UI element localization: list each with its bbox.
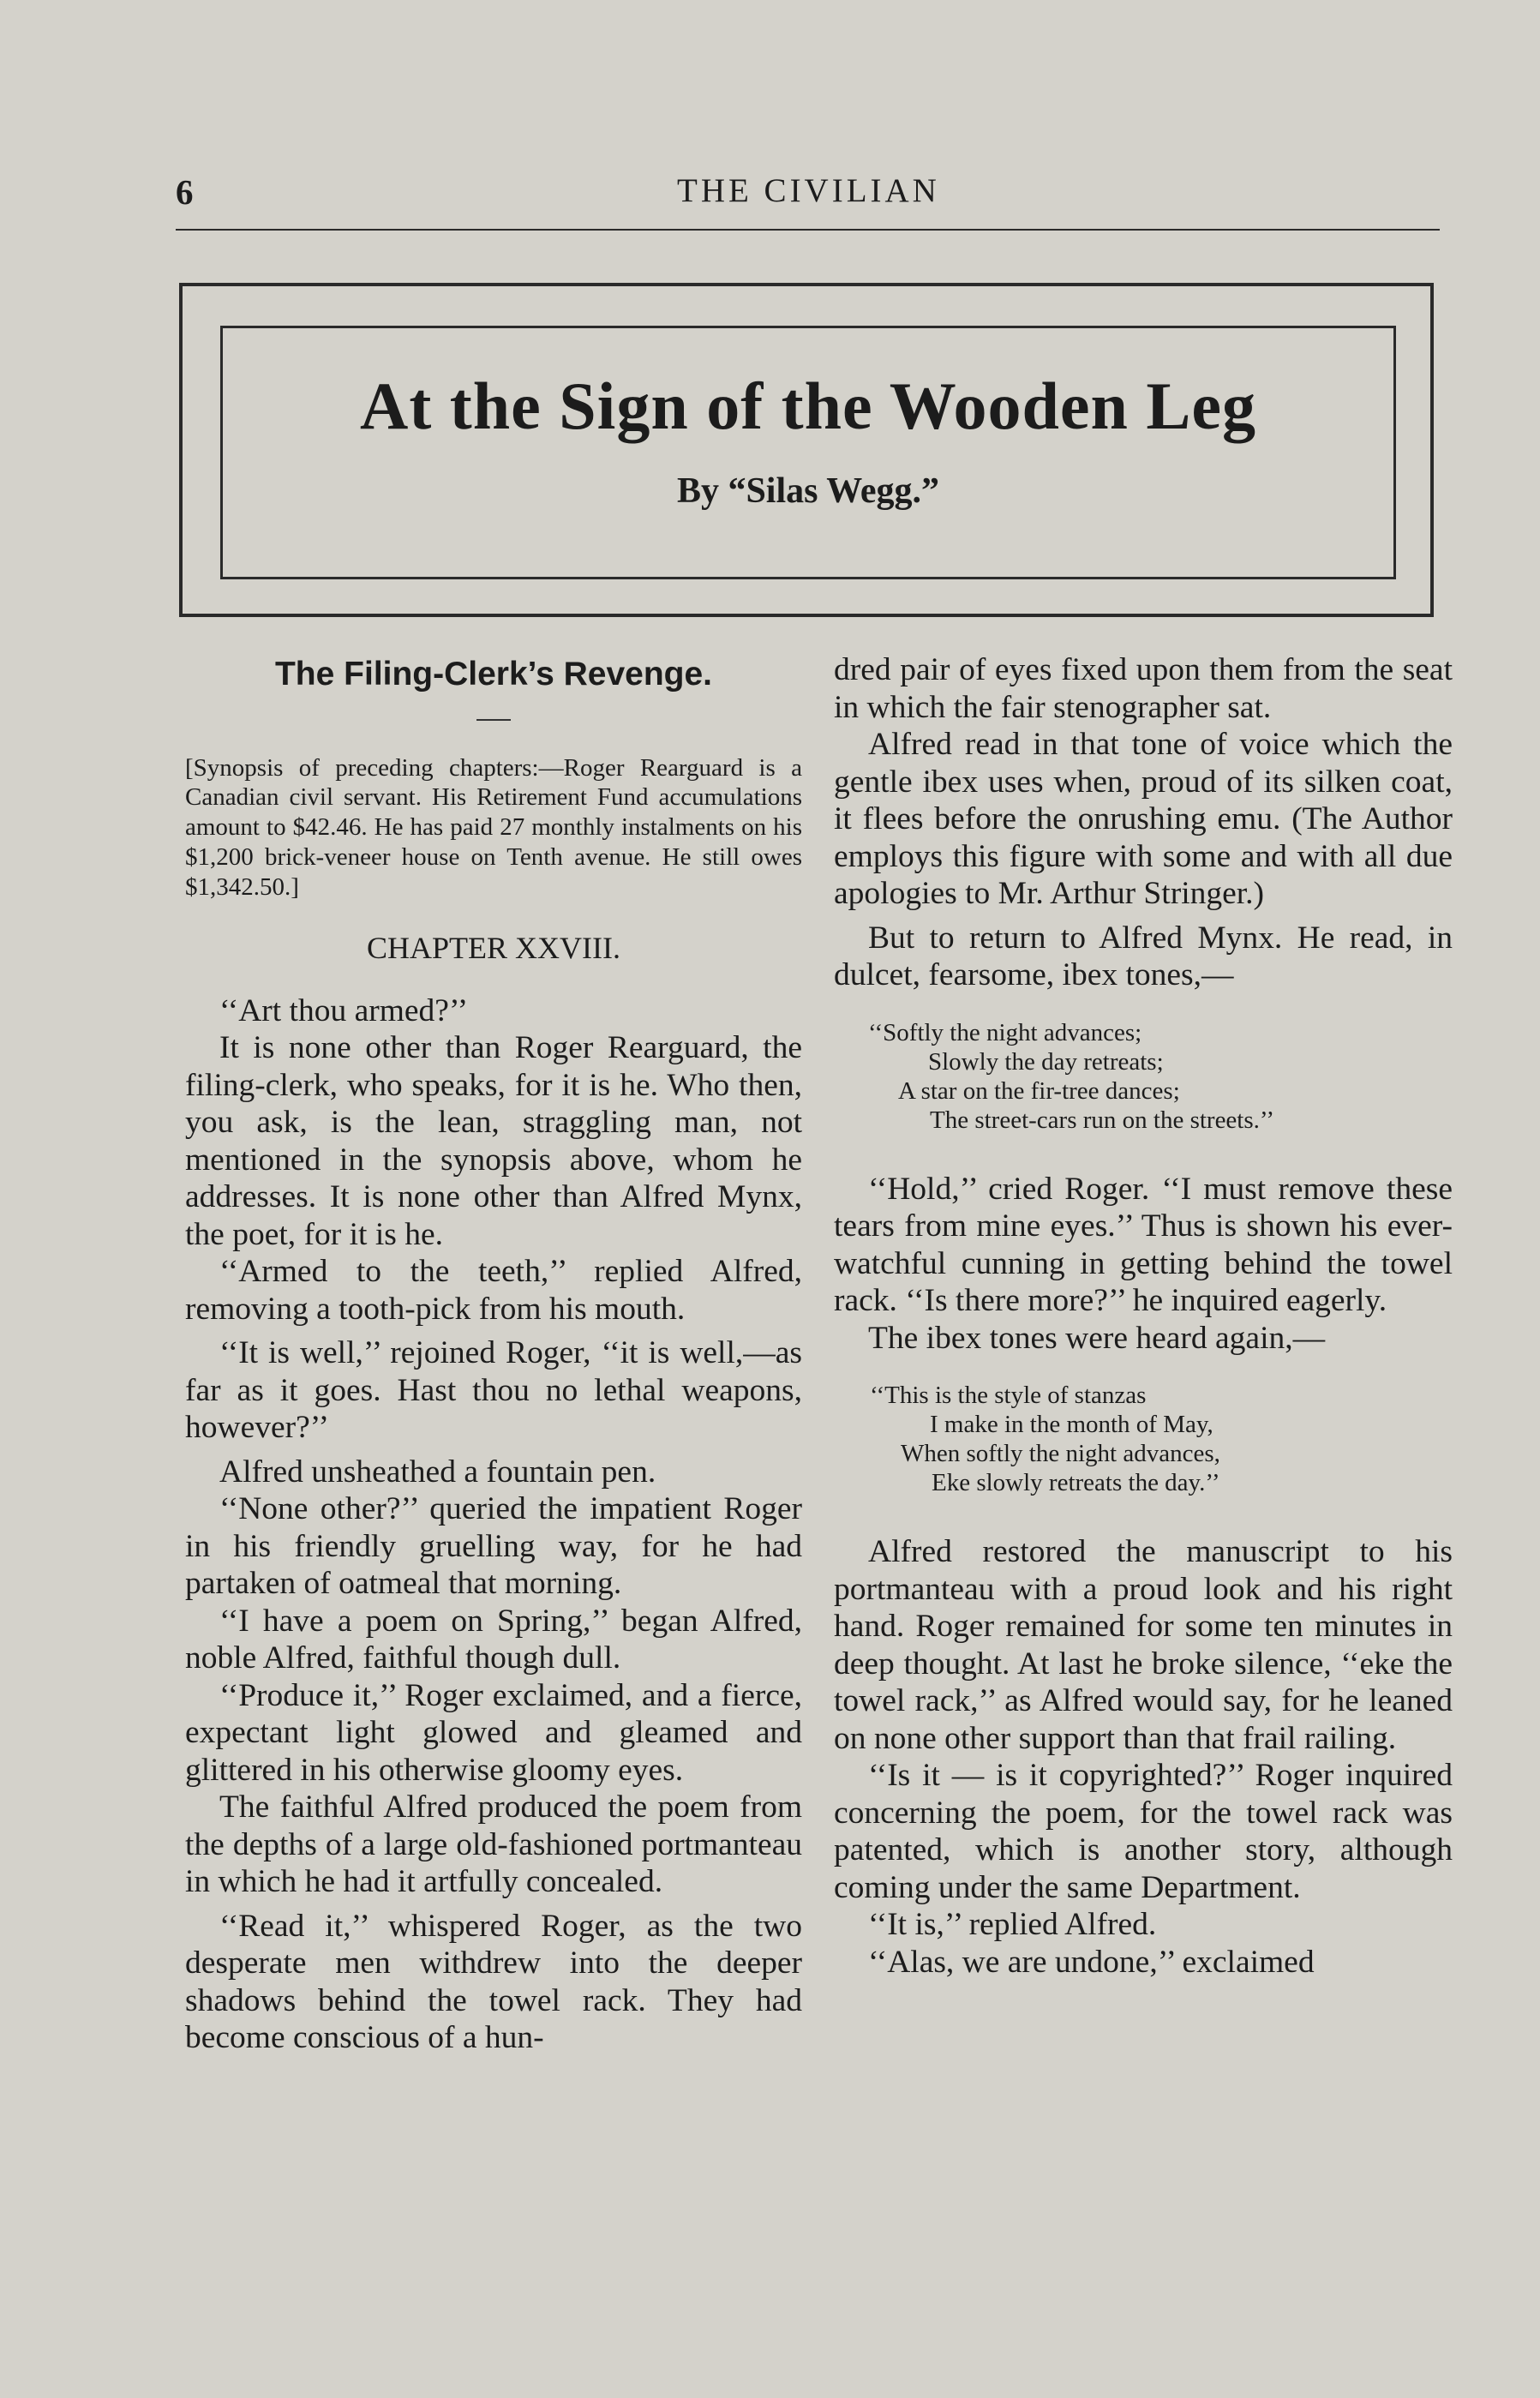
verse-one xyxy=(834,1018,1453,1135)
paragraph: ‘‘Art thou armed?’’ xyxy=(219,992,469,1028)
paragraph: Alfred unsheathed a fountain pen. xyxy=(219,1454,656,1490)
verse-line: A star on the fir-tree dances; xyxy=(898,1076,1180,1105)
paragraph: ‘‘It is well,’’ rejoined Roger, ‘‘it is well,—as far as it goes. Hast thou no lethal weapons, however?’’ xyxy=(185,1335,802,1446)
right-column xyxy=(834,651,1453,1981)
story-title: The Filing-Clerk’s Revenge. xyxy=(274,656,712,692)
paragraph: ‘‘I have a poem on Spring,’’ began Alfred, noble Alfred, faithful though dull. xyxy=(185,1603,802,1676)
paragraph: ‘‘None other?’’ queried the impatient Roger in his friendly gruelling way, for he had partaken of oatmeal that morning. xyxy=(185,1491,802,1602)
paragraph: ‘‘Is it — is it copyrighted?’’ Roger inquired concerning the poem, for the towel rack was patented, which is another story, although coming under the same Department. xyxy=(834,1758,1453,1905)
verse-line: When softly the night advances, xyxy=(901,1440,1220,1467)
title-dash xyxy=(476,719,511,721)
verse-two xyxy=(834,1381,1453,1497)
verse-line: Eke slowly retreats the day.’’ xyxy=(932,1469,1220,1496)
paragraph: dred pair of eyes fixed upon them from the seat in which the fair stenographer sat. xyxy=(834,652,1453,725)
paragraph: The faithful Alfred produced the poem from the depths of a large old-fashioned portmanteau in which he had it artfully concealed. xyxy=(185,1790,802,1900)
paragraph: ‘‘Hold,’’ cried Roger. ‘‘I must remove these tears from mine eyes.’’ Thus is shown his ever-watchful cunning in getting behind the towel rack. ‘‘Is there more?’’ he inquired eagerly. xyxy=(834,1171,1453,1318)
chapter-heading: CHAPTER XXVIII. xyxy=(367,930,620,965)
paragraph: ‘‘It is,’’ replied Alfred. xyxy=(868,1907,1157,1942)
left-column xyxy=(185,651,802,2057)
paragraph: Alfred restored the manuscript to his portmanteau with a proud look and his right hand. Roger remained for some ten minutes in deep thought. At last he broke silence, ‘‘eke the towel rack,’’ as Alfred would say, for he leaned on none other support than that frail railing. xyxy=(834,1534,1453,1756)
verse-line: I make in the month of May, xyxy=(930,1411,1213,1438)
header-rule xyxy=(176,229,1440,231)
paragraph: Alfred read in that tone of voice which the gentle ibex uses when, proud of its silken coat, it flees before the onrushing emu. (The Author employs this figure with some and with all due apologies to Mr. Arthur Stringer.) xyxy=(834,727,1453,911)
paragraph: But to return to Alfred Mynx. He read, in dulcet, fearsome, ibex tones,— xyxy=(834,920,1453,992)
paragraph: ‘‘Read it,’’ whispered Roger, as the two desperate men withdrew into the deeper shadows behind the towel rack. They had become conscious of a hun- xyxy=(185,1908,802,2056)
feature-title: At the Sign of the Wooden Leg xyxy=(360,369,1256,443)
paragraph: ‘‘Alas, we are undone,’’ exclaimed xyxy=(868,1944,1315,1980)
synopsis: [Synopsis of preceding chapters:—Roger Rearguard is a Canadian civil servant. His Retirement Fund accumulations amount to $42.46. He has paid 27 monthly instalments on his $1,200 brick-veneer house on Tenth avenue. He still owes $1,342.50.] xyxy=(185,753,802,901)
paragraph: ‘‘Produce it,’’ Roger exclaimed, and a fierce, expectant light glowed and gleamed and glittered in his otherwise gloomy eyes. xyxy=(185,1677,802,1788)
verse-line: ‘‘This is the style of stanzas xyxy=(870,1382,1147,1409)
paragraph: ‘‘Armed to the teeth,’’ replied Alfred, removing a tooth-pick from his mouth. xyxy=(185,1254,802,1327)
verse-line: The street-cars run on the streets.’’ xyxy=(930,1106,1275,1134)
page-number: 6 xyxy=(176,172,194,212)
running-head: THE CIVILIAN xyxy=(677,172,940,209)
feature-byline: By “Silas Wegg.” xyxy=(676,471,940,511)
verse-line: Slowly the day retreats; xyxy=(928,1047,1164,1076)
title-banner-inner-frame xyxy=(220,326,1396,579)
verse-line: ‘‘Softly the night advances; xyxy=(868,1018,1142,1046)
paragraph: It is none other than Roger Rearguard, the filing-clerk, who speaks, for it is he. Who then, you ask, is the lean, straggling man, not mentioned in the synopsis above, whom he addresses. It is none other than Alfred Mynx, the poet, for it is he. xyxy=(185,1030,802,1252)
paragraph: The ibex tones were heard again,— xyxy=(868,1320,1326,1356)
